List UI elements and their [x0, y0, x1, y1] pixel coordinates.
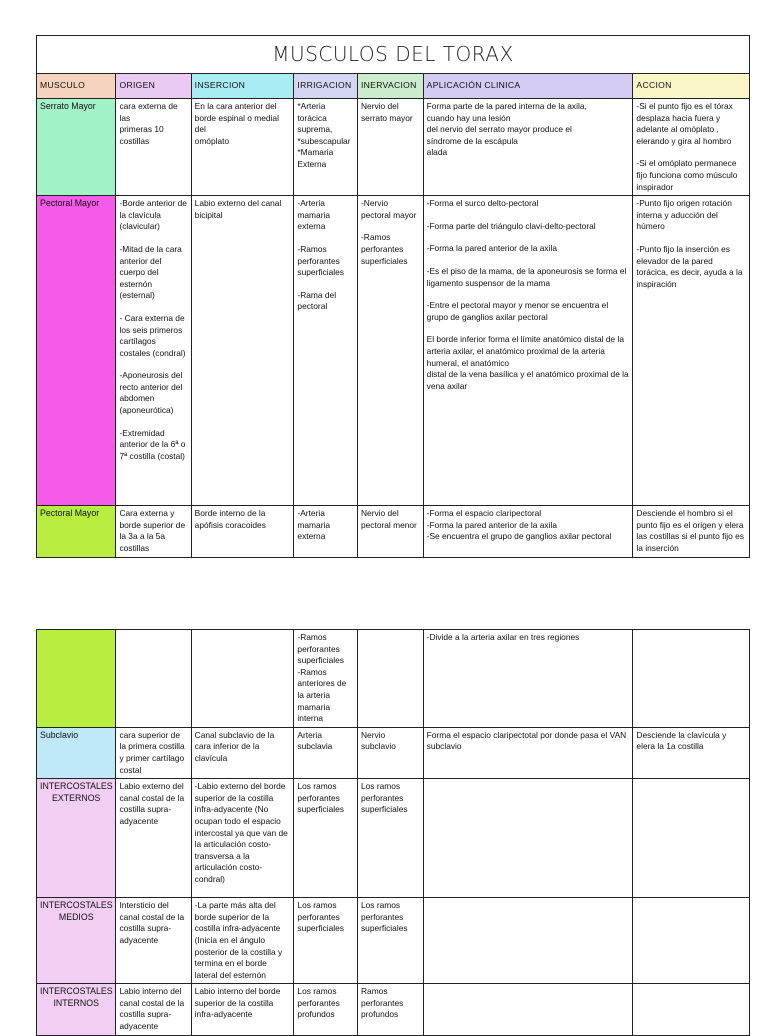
- cell-line: *Mamaria: [297, 147, 334, 158]
- cell-line: -Arteria mamaria externa: [297, 508, 330, 542]
- cell-origen: [116, 779, 191, 898]
- cell-insercion: [191, 196, 294, 506]
- cell-line: -Punto fijo la inserción es elevador de la pared torácica, es decir, ayuda a la inspiración: [636, 243, 743, 289]
- cell-line: -Forma parte del triángulo clavi-delto-pectoral: [426, 220, 596, 231]
- muscle-name: Serrato Mayor: [37, 99, 116, 196]
- cell-line: -Rama del pectoral: [297, 289, 337, 312]
- cell-line: borde espinal o medial del: [194, 112, 279, 135]
- header-aplicacion-clinica: APLICACIÓN CLINICA: [423, 74, 633, 99]
- line-gap: [636, 147, 746, 158]
- cell-insercion: [191, 727, 294, 778]
- cell-line: -Divide a la arteria axilar en tres regiones: [426, 632, 580, 642]
- cell-line: alada: [426, 147, 448, 158]
- cell-line: -Es el piso de la mama, de la aponeurosis se forma el ligamento suspensor de la mama: [426, 265, 627, 288]
- table-row: [37, 196, 750, 506]
- cell-irrigacion: [294, 196, 358, 506]
- muscle-name: Pectoral Mayor: [37, 196, 116, 506]
- cell-line: -Forma el surco delto-pectoral: [426, 198, 539, 209]
- cell-line: - Cara externa de los seis primeros cartílagos costales (condral): [119, 312, 186, 358]
- cell-line: serrato mayor: [360, 112, 413, 123]
- cell-aplicacion: [423, 196, 633, 506]
- cell-line: Nervio subclavio: [360, 729, 396, 752]
- cell-irrigacion: [294, 630, 358, 728]
- line-gap: [427, 289, 630, 300]
- line-gap: [427, 210, 630, 221]
- header-irrigacion: IRRIGACION: [294, 74, 358, 99]
- cell-line: -Mitad de la cara anterior del cuerpo del esternón (esternal): [119, 243, 182, 301]
- header-insercion: INSERCION: [191, 74, 294, 99]
- cell-line: -Extremidad anterior de la 6ª o 7ª costilla (costal): [119, 427, 186, 461]
- cell-line: Intersticio del canal costal de la costilla supra-adyacente: [119, 900, 185, 945]
- cell-line: -Labio externo del borde superior de la costilla infra-adyacente (No ocupan todo el espacio intercostal ya que van de la articulación costo-transversa a la articulación costo-condral): [194, 781, 288, 884]
- line-gap: [119, 359, 187, 370]
- cell-line: distal de la vena basílica y el anatómico proximal de la vena axilar: [426, 369, 629, 391]
- cell-line: cuando hay una lesión: [426, 112, 511, 123]
- cell-line: Nervio del pectoral menor: [360, 508, 417, 530]
- cell-insercion: [191, 630, 294, 728]
- table-row: [37, 99, 750, 196]
- cell-accion: [633, 727, 750, 778]
- cell-origen: [116, 196, 191, 506]
- cell-line: omóplato: [194, 135, 230, 146]
- cell-line: cara superior de la primera costilla y primer cartílago costal: [119, 729, 185, 775]
- line-gap: [361, 221, 420, 232]
- cell-aplicacion: [423, 99, 633, 196]
- cell-irrigacion: [294, 727, 358, 778]
- cell-aplicacion: [423, 984, 633, 1035]
- cell-accion: [633, 898, 750, 984]
- header-row: [37, 74, 750, 99]
- page-title: MUSCULOS DEL TORAX: [37, 36, 750, 74]
- cell-line: cara externa de las: [119, 101, 178, 123]
- cell-origen: [116, 506, 191, 557]
- muscle-name: INTERCOSTALES EXTERNOS: [37, 779, 116, 898]
- cell-inervacion: [357, 779, 423, 898]
- cell-line: -Ramos anteriores de la arteria mamaria interna: [297, 666, 347, 724]
- cell-inervacion: [357, 196, 423, 506]
- cell-line: Ramos perforantes profundos: [360, 986, 404, 1020]
- cell-line: Desciende el hombro si el punto fijo es el origen y elera las costillas si el punto fijo es la inserción: [636, 508, 744, 553]
- cell-origen: [116, 898, 191, 984]
- line-gap: [119, 233, 187, 244]
- cell-line: Forma el espacio claripectotal por donde pasa el VAN subclavio: [426, 729, 627, 752]
- cell-line: Canal subclavio de la cara inferior de la clavícula: [194, 729, 275, 763]
- muscle-name: INTERCOSTALES MEDIOS: [37, 898, 116, 984]
- cell-line: Arteria subclavia: [297, 729, 333, 752]
- cell-accion: [633, 196, 750, 506]
- cell-line: -Forma el espacio claripectoral: [426, 508, 542, 519]
- muscle-name: INTERCOSTALES INTERNOS: [37, 984, 116, 1035]
- cell-line: -Entre el pectoral mayor y menor se encuentra el grupo de ganglios axilar pectoral: [426, 300, 609, 322]
- cell-insercion: [191, 984, 294, 1035]
- cell-origen: [116, 727, 191, 778]
- cell-irrigacion: [294, 506, 358, 557]
- cell-origen: [116, 984, 191, 1035]
- cell-line: Nervio del: [360, 101, 399, 111]
- cell-line: Externa: [297, 158, 327, 169]
- cell-line: Borde interno de la apófisis coracoides: [194, 508, 266, 530]
- cell-line: -Forma la pared anterior de la axila: [426, 243, 557, 254]
- cell-inervacion: [357, 727, 423, 778]
- cell-line: Los ramos perforantes superficiales: [360, 781, 408, 815]
- table-row: [37, 727, 750, 778]
- cell-accion: [633, 779, 750, 898]
- cell-inervacion: [357, 984, 423, 1035]
- cell-aplicacion: [423, 727, 633, 778]
- cell-line: costillas: [119, 135, 150, 146]
- cell-accion: [633, 984, 750, 1035]
- cell-inervacion: [357, 630, 423, 728]
- cell-line: Cara externa y borde superior de la 3a a la 5a costillas: [119, 508, 186, 553]
- cell-irrigacion: [294, 984, 358, 1035]
- cell-line: Labio interno del canal costal de la costilla supra-adyacente: [119, 986, 185, 1032]
- cell-origen: [116, 630, 191, 728]
- cell-aplicacion: [423, 630, 633, 728]
- table-row: [37, 506, 750, 557]
- header-inervacion: INERVACION: [357, 74, 423, 99]
- cell-accion: [633, 506, 750, 557]
- table-row: [37, 630, 750, 728]
- cell-line: Los ramos perforantes superficiales: [360, 900, 408, 934]
- cell-line: El borde inferior forma el límite anatómico distal de la arteria axilar, el anatómico proximal de la arteria humeral, el anatómico: [426, 334, 625, 368]
- header-musculo: MUSCULO: [37, 74, 116, 99]
- cell-line: suprema,: [297, 124, 333, 135]
- cell-line: Los ramos perforantes superficiales: [297, 781, 344, 815]
- cell-line: Labio externo del canal bicipital: [194, 198, 282, 220]
- cell-insercion: [191, 506, 294, 557]
- muscle-name: Pectoral Mayor: [37, 506, 116, 557]
- table-row: [37, 984, 750, 1035]
- cell-line: Los ramos perforantes profundos: [297, 986, 340, 1020]
- muscle-name: Subclavio: [37, 727, 116, 778]
- cell-line: -Punto fijo origen rotación interna y aducción del húmero: [636, 198, 732, 232]
- cell-line: -Se encuentra el grupo de ganglios axilar pectoral: [426, 531, 612, 542]
- table-row: [37, 898, 750, 984]
- cell-line: primeras 10: [119, 124, 164, 135]
- line-gap: [119, 302, 187, 313]
- header-accion: ACCION: [633, 74, 750, 99]
- cell-line: -Ramos perforantes superficiales: [297, 632, 344, 666]
- cell-line: -Ramos perforantes superficiales: [360, 232, 408, 266]
- cell-irrigacion: [294, 779, 358, 898]
- cell-line: -Nervio pectoral mayor: [360, 198, 417, 220]
- muscle-name: [37, 630, 116, 728]
- header-origen: ORIGEN: [116, 74, 191, 99]
- line-gap: [427, 232, 630, 243]
- cell-line: -Borde anterior de la clavícula (clavicular): [119, 198, 187, 232]
- cell-line: -Arteria mamaria externa: [297, 198, 330, 232]
- cell-irrigacion: [294, 99, 358, 196]
- cell-inervacion: [357, 898, 423, 984]
- cell-aplicacion: [423, 898, 633, 984]
- line-gap: [119, 417, 187, 428]
- cell-line: Labio externo del canal costal de la costilla supra-adyacente: [119, 781, 185, 826]
- cell-accion: [633, 630, 750, 728]
- cell-line: -Si el punto fijo es el tórax desplaza hacia fuera y adelante al omóplato , elerando y gira al hombro: [636, 101, 733, 146]
- table-row: [37, 779, 750, 898]
- cell-line: -Si el omóplato permanece fijo funciona como músculo inspirador: [636, 158, 738, 192]
- cell-line: del nervio del serrato mayor produce el: [426, 124, 572, 135]
- cell-line: síndrome de la escápula: [426, 135, 518, 146]
- cell-origen: [116, 99, 191, 196]
- muscles-table-bottom: [36, 629, 750, 1036]
- cell-line: En la cara anterior del: [194, 101, 277, 111]
- line-gap: [297, 279, 354, 290]
- cell-line: *subescapular: [297, 135, 351, 146]
- cell-line: Labio interno del borde superior de la costilla infra-adyacente: [194, 986, 281, 1020]
- cell-line: -Forma la pared anterior de la axila: [426, 519, 557, 530]
- cell-insercion: [191, 779, 294, 898]
- cell-line: Los ramos perforantes superficiales: [297, 900, 344, 934]
- cell-line: -La parte más alta del borde superior de la costilla infra-adyacente (Inicia en el ángulo posterior de la costilla y termina en el borde lateral del esternón: [194, 900, 283, 980]
- line-gap: [427, 323, 630, 334]
- line-gap: [297, 233, 354, 244]
- cell-aplicacion: [423, 779, 633, 898]
- cell-irrigacion: [294, 898, 358, 984]
- cell-inervacion: [357, 506, 423, 557]
- cell-accion: [633, 99, 750, 196]
- cell-insercion: [191, 99, 294, 196]
- cell-line: *Arteria torácica: [297, 101, 327, 123]
- cell-line: Forma parte de la pared interna de la axila,: [426, 101, 587, 111]
- muscles-table-top: [36, 35, 750, 558]
- line-gap: [427, 255, 630, 266]
- cell-line: -Aponeurosis del recto anterior del abdomen (aponeurótica): [119, 370, 183, 416]
- line-gap: [636, 233, 746, 244]
- cell-line: Desciende la clavícula y elera la 1a costilla: [636, 729, 727, 752]
- cell-aplicacion: [423, 506, 633, 557]
- cell-line: -Ramos perforantes superficiales: [297, 243, 344, 278]
- cell-insercion: [191, 898, 294, 984]
- cell-inervacion: [357, 99, 423, 196]
